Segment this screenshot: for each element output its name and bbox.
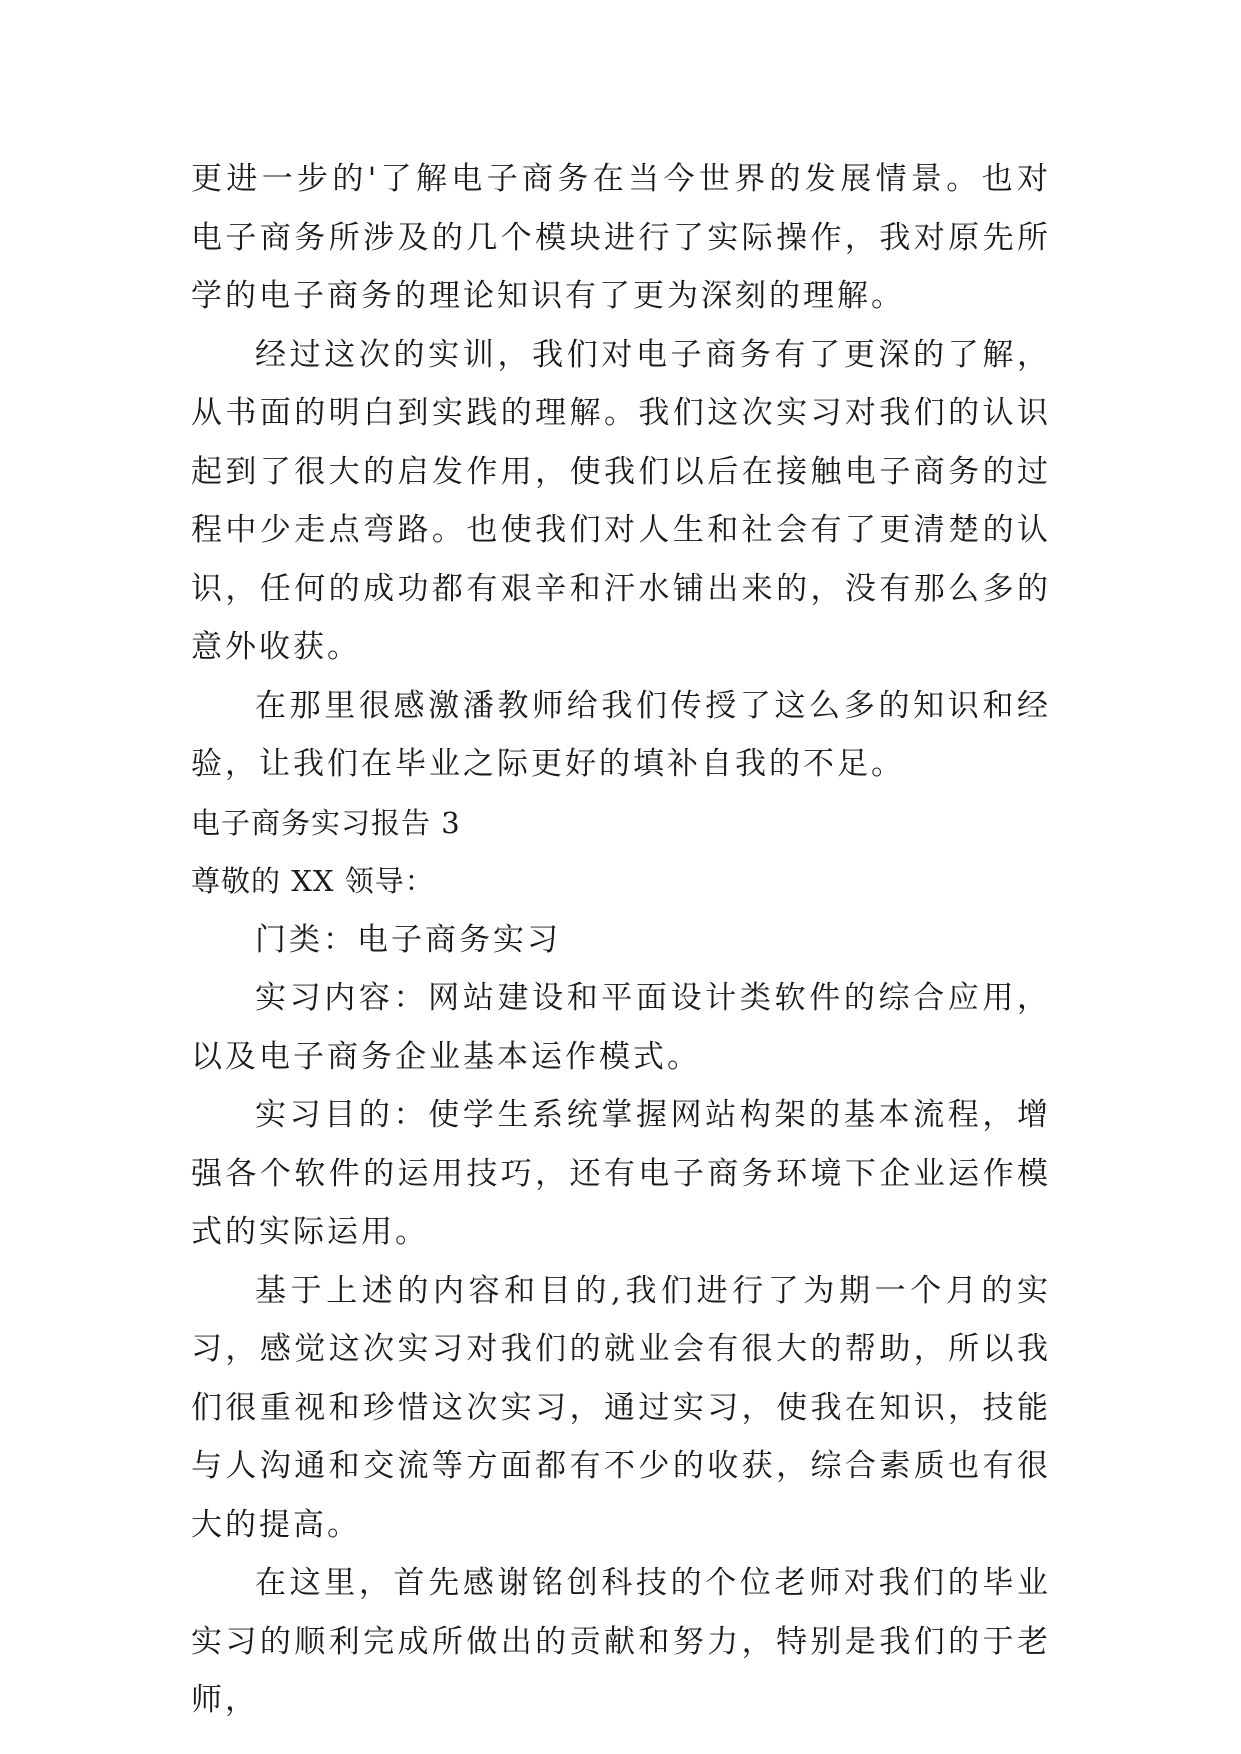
salutation: 尊敬的 XX 领导：	[191, 864, 435, 898]
paragraph-intro-continuation: 更进一步的'了解电子商务在当今世界的发展情景。也对电子商务所涉及的几个模块进行了实际操作，我对原先所学的电子商务的理论知识有了更为深刻的理解。	[191, 161, 1051, 314]
section-title: 电子商务实习报告 3	[191, 805, 461, 840]
paragraph-acknowledgement: 在这里，首先感谢铭创科技的个位老师对我们的毕业实习的顺利完成所做出的贡献和努力，特别是我们的于老师，	[191, 1565, 1051, 1718]
paragraph-internship-purpose: 实习目的：使学生系统掌握网站构架的基本流程，增强各个软件的运用技巧，还有电子商务环境下企业运作模式的实际运用。	[191, 1097, 1051, 1250]
paragraph-category: 门类：电子商务实习	[255, 921, 561, 958]
paragraph-internship-summary: 基于上述的内容和目的,我们进行了为期一个月的实习，感觉这次实习对我们的就业会有很大的帮助，所以我们很重视和珍惜这次实习，通过实习，使我在知识，技能与人沟通和交流等方面都有不少的收获，综合素质也有很大的提高。	[191, 1272, 1051, 1543]
paragraph-thanks-teacher: 在那里很感激潘教师给我们传授了这么多的知识和经验，让我们在毕业之际更好的填补自我的不足。	[191, 687, 1051, 782]
paragraph-internship-content: 实习内容：网站建设和平面设计类软件的综合应用，以及电子商务企业基本运作模式。	[191, 980, 1051, 1075]
document-body	[191, 150, 1051, 1730]
paragraph-training-reflection: 经过这次的实训，我们对电子商务有了更深的了解，从书面的明白到实践的理解。我们这次实习对我们的认识起到了很大的启发作用，使我们以后在接触电子商务的过程中少走点弯路。也使我们对人生和社会有了更清楚的认识，任何的成功都有艰辛和汗水铺出来的，没有那么多的意外收获。	[191, 336, 1051, 665]
